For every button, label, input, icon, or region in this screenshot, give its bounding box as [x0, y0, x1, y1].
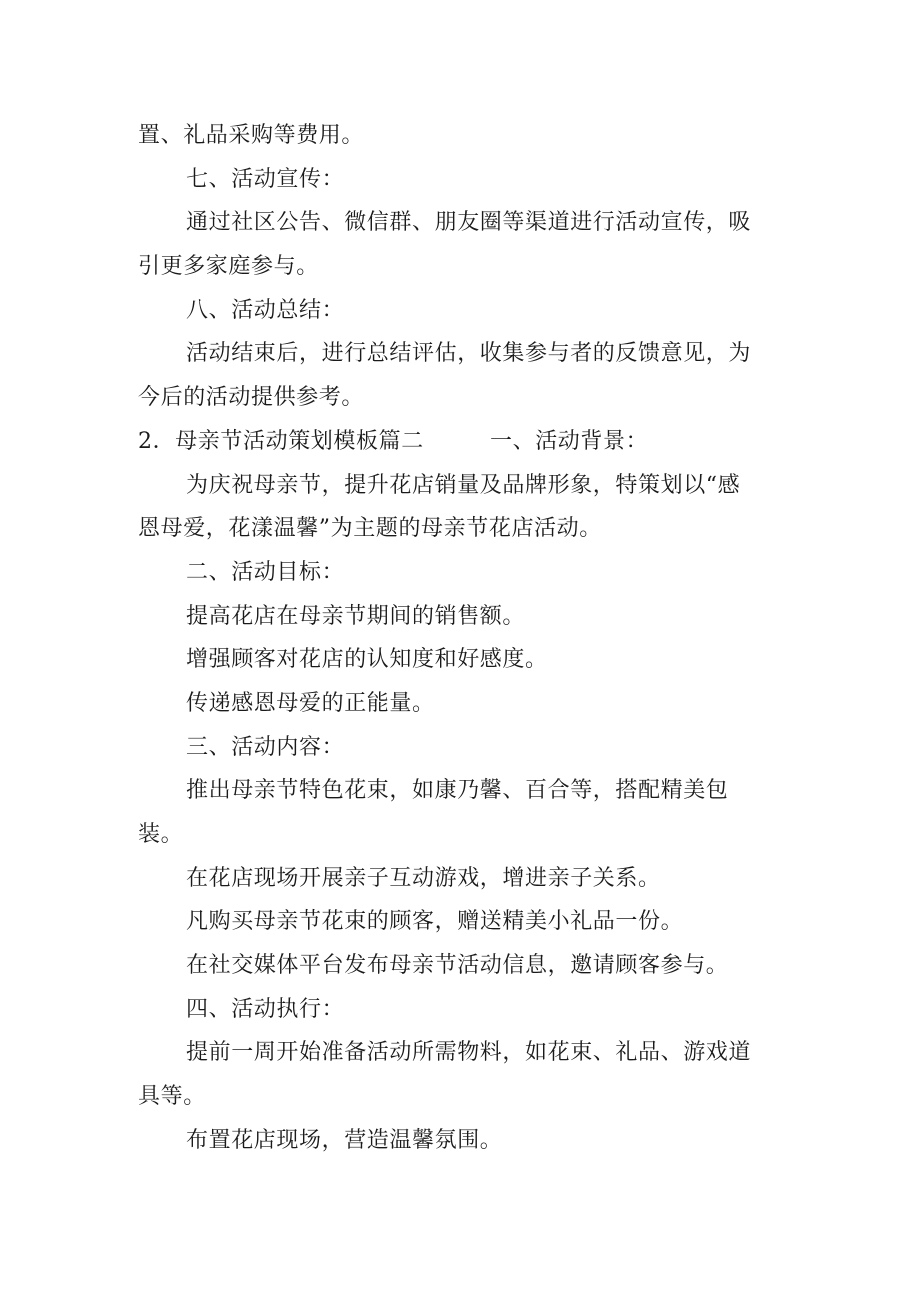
paragraph-line: 恩母爱，花漾温馨”为主题的母亲节花店活动。 — [138, 516, 602, 542]
section-heading-four: 四、活动执行： — [186, 996, 345, 1022]
section-heading-seven: 七、活动宣传： — [186, 166, 345, 192]
list-item: 增强顾客对花店的认知度和好感度。 — [186, 647, 548, 673]
list-item: 凡购买母亲节花束的顾客，赠送精美小礼品一份。 — [186, 909, 684, 935]
paragraph-line: 装。 — [138, 822, 184, 847]
list-item: 在社交媒体平台发布母亲节活动信息，邀请顾客参与。 — [186, 953, 729, 979]
document-body — [138, 114, 778, 1163]
paragraph-line: 推出母亲节特色花束，如康乃馨、百合等，搭配精美包 — [186, 778, 729, 804]
list-item: 布置花店现场，营造温馨氛围。 — [186, 1127, 503, 1153]
paragraph-line: 引更多家庭参与。 — [138, 254, 319, 280]
paragraph-line: 提前一周开始准备活动所需物料，如花束、礼品、游戏道 — [186, 1040, 752, 1066]
template-heading — [138, 420, 778, 464]
paragraph-line: 具等。 — [138, 1084, 206, 1110]
section-heading-three: 三、活动内容： — [186, 734, 345, 760]
paragraph-line: 通过社区公告、微信群、朋友圈等渠道进行活动宣传，吸 — [186, 210, 752, 236]
template-subtitle: 一、活动背景： — [490, 428, 649, 454]
paragraph-line: 今后的活动提供参考。 — [138, 385, 365, 411]
paragraph-line: 置、礼品采购等费用。 — [138, 123, 365, 148]
section-heading-two: 二、活动目标： — [186, 559, 345, 585]
paragraph-line: 活动结束后，进行总结评估，收集参与者的反馈意见，为 — [186, 341, 752, 367]
section-heading-eight: 八、活动总结： — [186, 297, 345, 323]
list-item: 在花店现场开展亲子互动游戏，增进亲子关系。 — [186, 865, 661, 891]
list-item: 提高花店在母亲节期间的销售额。 — [186, 603, 526, 629]
list-item: 传递感恩母爱的正能量。 — [186, 690, 435, 716]
paragraph-line: 为庆祝母亲节，提升花店销量及品牌形象，特策划以“感 — [186, 472, 741, 498]
template-title: 2．母亲节活动策划模板篇二 — [138, 428, 424, 454]
